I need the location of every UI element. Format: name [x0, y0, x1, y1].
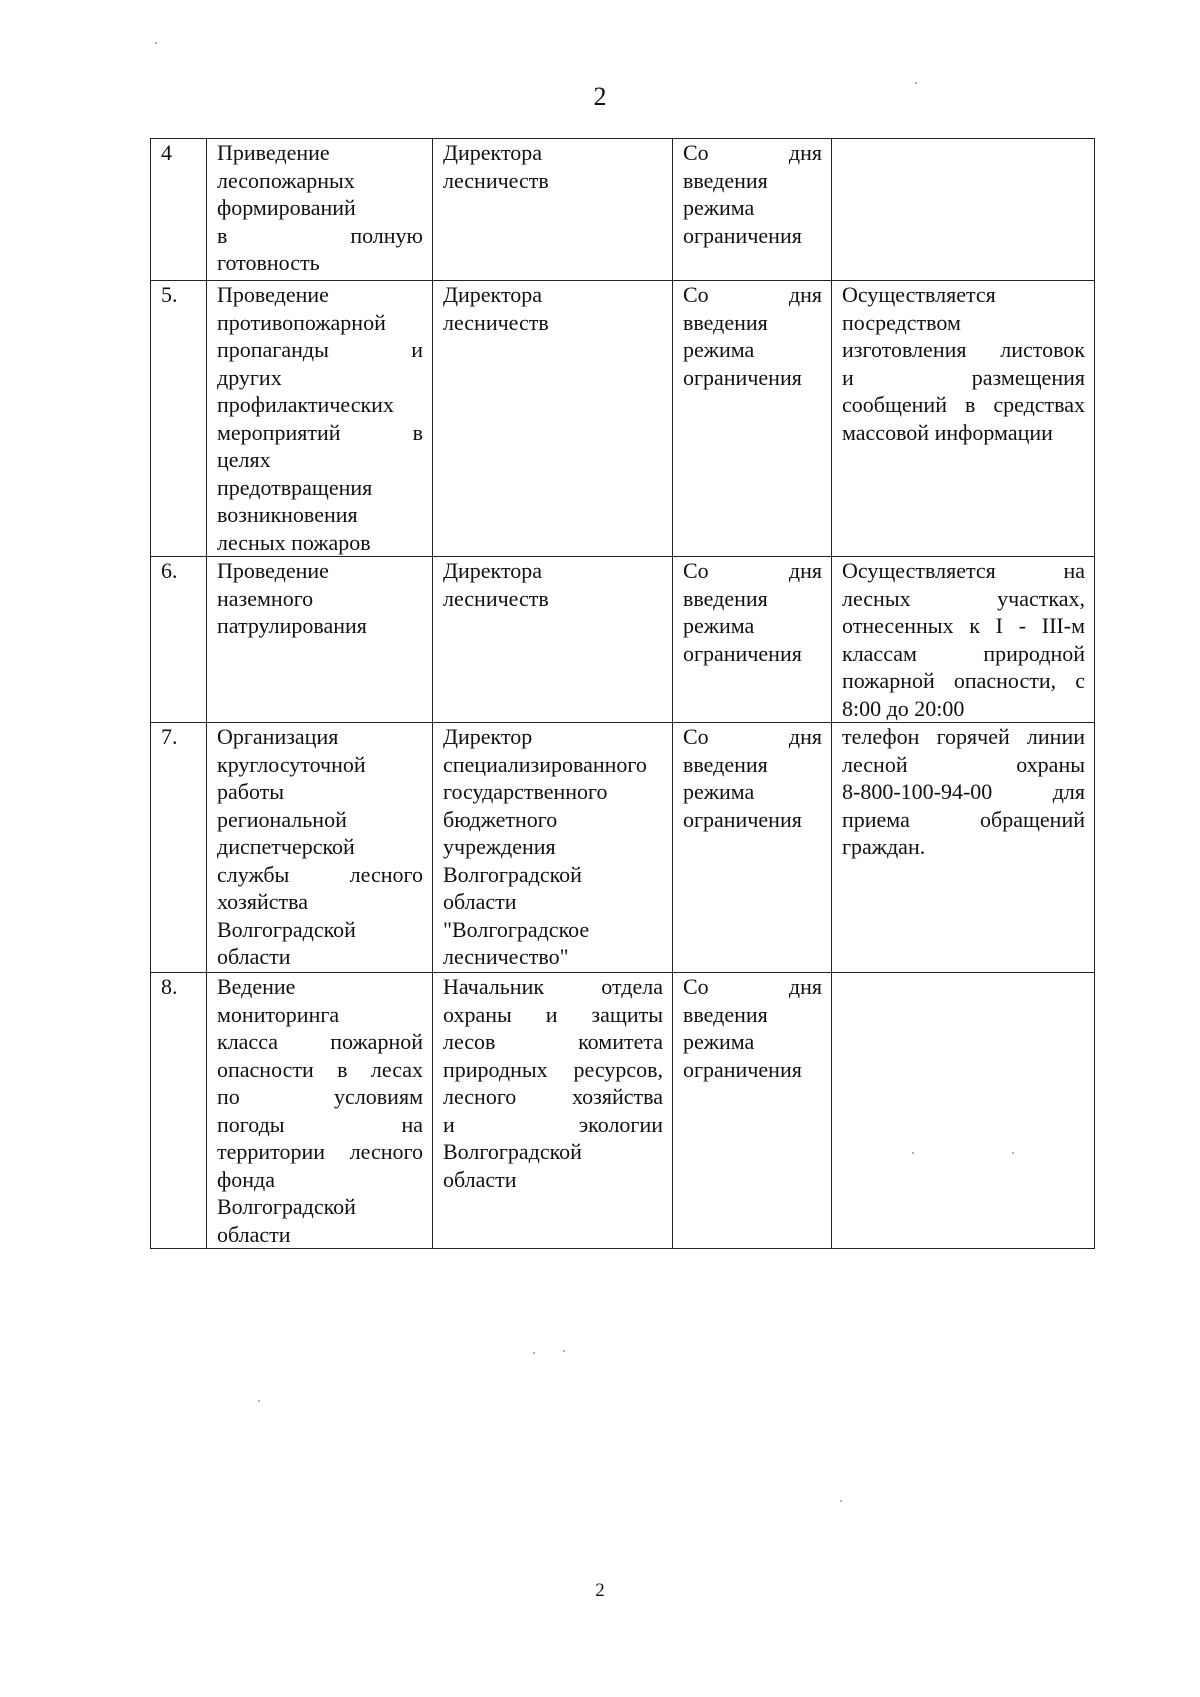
cell-line: Со дня [683, 724, 822, 749]
scan-speck [1012, 1152, 1014, 1154]
row-number-cell: 7. [151, 723, 207, 973]
cell-line: лесов комитета [443, 1029, 663, 1054]
cell-line: работы [217, 779, 285, 804]
cell-line: региональной [217, 806, 347, 832]
cell-line: 8:00 до 20:00 [842, 695, 965, 721]
cell-line: пожарной опасности, с [842, 668, 1085, 693]
cell-line: посредством [842, 309, 961, 335]
term-cell [673, 723, 832, 973]
scan-speck [912, 1152, 914, 1154]
term-cell [673, 557, 832, 723]
cell-line: лесничество" [443, 944, 569, 969]
cell-line: введения [683, 585, 768, 611]
cell-line: опасности в лесах [217, 1056, 423, 1082]
cell-line: Организация [217, 724, 339, 749]
table-row [151, 281, 1095, 557]
table-row [151, 557, 1095, 723]
scan-speck [915, 82, 917, 84]
cell-line: области [443, 889, 517, 914]
event-cell [207, 139, 433, 281]
cell-line: Осуществляется [842, 282, 996, 307]
cell-line: лесных пожаров [217, 529, 371, 555]
cell-line: мероприятий в [217, 419, 423, 445]
responsible-cell [433, 557, 673, 723]
cell-line: введения [683, 167, 768, 193]
term-cell [673, 973, 832, 1249]
cell-line: Директора [443, 140, 543, 165]
cell-line: хозяйства [217, 889, 308, 914]
cell-line: класса пожарной [217, 1029, 423, 1054]
cell-line: территории лесного [217, 1139, 423, 1164]
cell-line: режима [683, 1029, 755, 1054]
cell-line: ограничения [683, 806, 802, 832]
cell-line: телефон горячей линии [842, 724, 1085, 749]
cell-line: Проведение [217, 558, 329, 583]
cell-line: по условиям [217, 1084, 423, 1109]
cell-line: предотвращения [217, 474, 373, 500]
cell-line: лесничеств [443, 167, 549, 193]
scan-speck [563, 1350, 565, 1352]
cell-line: лесной охраны [842, 751, 1085, 777]
cell-line: режима [683, 779, 755, 804]
cell-line: сообщений в средствах [842, 392, 1085, 417]
cell-line: "Волгоградское [443, 916, 590, 942]
page-number-bottom: 2 [595, 1580, 605, 1601]
cell-line: Приведение [217, 140, 330, 165]
cell-line: Осуществляется на [842, 558, 1085, 583]
scan-speck [533, 1352, 535, 1354]
row-number-cell: 6. [151, 557, 207, 723]
cell-line: приема обращений [842, 806, 1085, 832]
cell-line: режима [683, 337, 755, 362]
row-number-cell: 4 [151, 139, 207, 281]
cell-line: классам природной [842, 640, 1085, 666]
cell-line: Со дня [683, 558, 822, 583]
scan-speck [155, 42, 157, 44]
cell-line: Директор [443, 724, 533, 749]
page-number-top: 2 [593, 82, 607, 111]
cell-line: противопожарной [217, 309, 386, 335]
responsible-cell [433, 281, 673, 557]
cell-line: природных ресурсов, [443, 1056, 663, 1082]
cell-line: Директора [443, 282, 543, 307]
cell-line: специализированного [443, 751, 647, 777]
scan-speck [258, 1400, 260, 1402]
cell-line: и экологии [443, 1111, 663, 1137]
cell-line: области [443, 1166, 517, 1192]
responsible-cell [433, 139, 673, 281]
cell-line: фонда [217, 1166, 275, 1192]
cell-line: Волгоградской [443, 861, 582, 887]
cell-line: ограничения [683, 364, 802, 390]
cell-line: других [217, 364, 282, 390]
cell-line: 8-800-100-94-00 для [842, 779, 1085, 804]
term-cell [673, 139, 832, 281]
measures-table [150, 138, 1095, 1249]
measures-table-body [151, 139, 1095, 1249]
cell-line: введения [683, 1001, 768, 1027]
note-cell [832, 973, 1095, 1249]
note-cell [832, 723, 1095, 973]
cell-line: службы лесного [217, 861, 423, 887]
cell-line: Проведение [217, 282, 329, 307]
scan-speck [840, 1500, 842, 1502]
cell-line: наземного [217, 585, 314, 611]
cell-line: Со дня [683, 282, 822, 307]
cell-line: ограничения [683, 1056, 802, 1082]
cell-line: готовность [217, 250, 320, 275]
cell-line: области [217, 1221, 291, 1247]
cell-line: патрулирования [217, 613, 367, 638]
table-row [151, 723, 1095, 973]
cell-line: лесопожарных [217, 167, 355, 193]
cell-line: профилактических [217, 392, 394, 417]
cell-line: режима [683, 195, 755, 220]
cell-line: целях [217, 447, 271, 472]
cell-line: Со дня [683, 140, 822, 165]
term-cell [673, 281, 832, 557]
cell-line: Волгоградской [217, 916, 356, 942]
cell-line: режима [683, 613, 755, 638]
cell-line: и размещения [842, 364, 1085, 390]
cell-line: круглосуточной [217, 751, 366, 777]
cell-line: пропаганды и [217, 337, 423, 362]
event-cell [207, 557, 433, 723]
cell-line: Волгоградской [217, 1194, 356, 1219]
cell-line: диспетчерской [217, 834, 355, 859]
cell-line: в полную [217, 222, 423, 248]
cell-line: граждан. [842, 834, 926, 859]
cell-line: области [217, 944, 291, 969]
cell-line: формирований [217, 195, 356, 220]
note-cell [832, 557, 1095, 723]
event-cell [207, 281, 433, 557]
note-cell [832, 139, 1095, 281]
responsible-cell [433, 973, 673, 1249]
cell-line: учреждения [443, 834, 556, 859]
cell-line: бюджетного [443, 806, 558, 832]
cell-line: введения [683, 309, 768, 335]
table-row [151, 139, 1095, 281]
cell-line: лесных участках, [842, 585, 1085, 611]
cell-line: ограничения [683, 640, 802, 666]
cell-line: массовой информации [842, 419, 1053, 445]
table-row [151, 973, 1095, 1249]
row-number-cell: 8. [151, 973, 207, 1249]
cell-line: погоды на [217, 1111, 423, 1137]
cell-line: Со дня [683, 974, 822, 999]
cell-line: Начальник отдела [443, 974, 663, 999]
cell-line: Директора [443, 558, 543, 583]
row-number-cell: 5. [151, 281, 207, 557]
note-cell [832, 281, 1095, 557]
cell-line: Ведение [217, 974, 296, 999]
cell-line: охраны и защиты [443, 1001, 663, 1027]
cell-line: изготовления листовок [842, 337, 1085, 362]
cell-line: ограничения [683, 222, 802, 248]
cell-line: лесного хозяйства [443, 1084, 663, 1109]
event-cell [207, 723, 433, 973]
cell-line: государственного [443, 779, 608, 804]
cell-line: мониторинга [217, 1001, 340, 1027]
event-cell [207, 973, 433, 1249]
cell-line: отнесенных к I - III-м [842, 613, 1085, 638]
cell-line: возникновения [217, 502, 358, 527]
cell-line: Волгоградской [443, 1139, 582, 1164]
cell-line: лесничеств [443, 585, 549, 611]
cell-line: лесничеств [443, 309, 549, 335]
responsible-cell [433, 723, 673, 973]
cell-line: введения [683, 751, 768, 777]
